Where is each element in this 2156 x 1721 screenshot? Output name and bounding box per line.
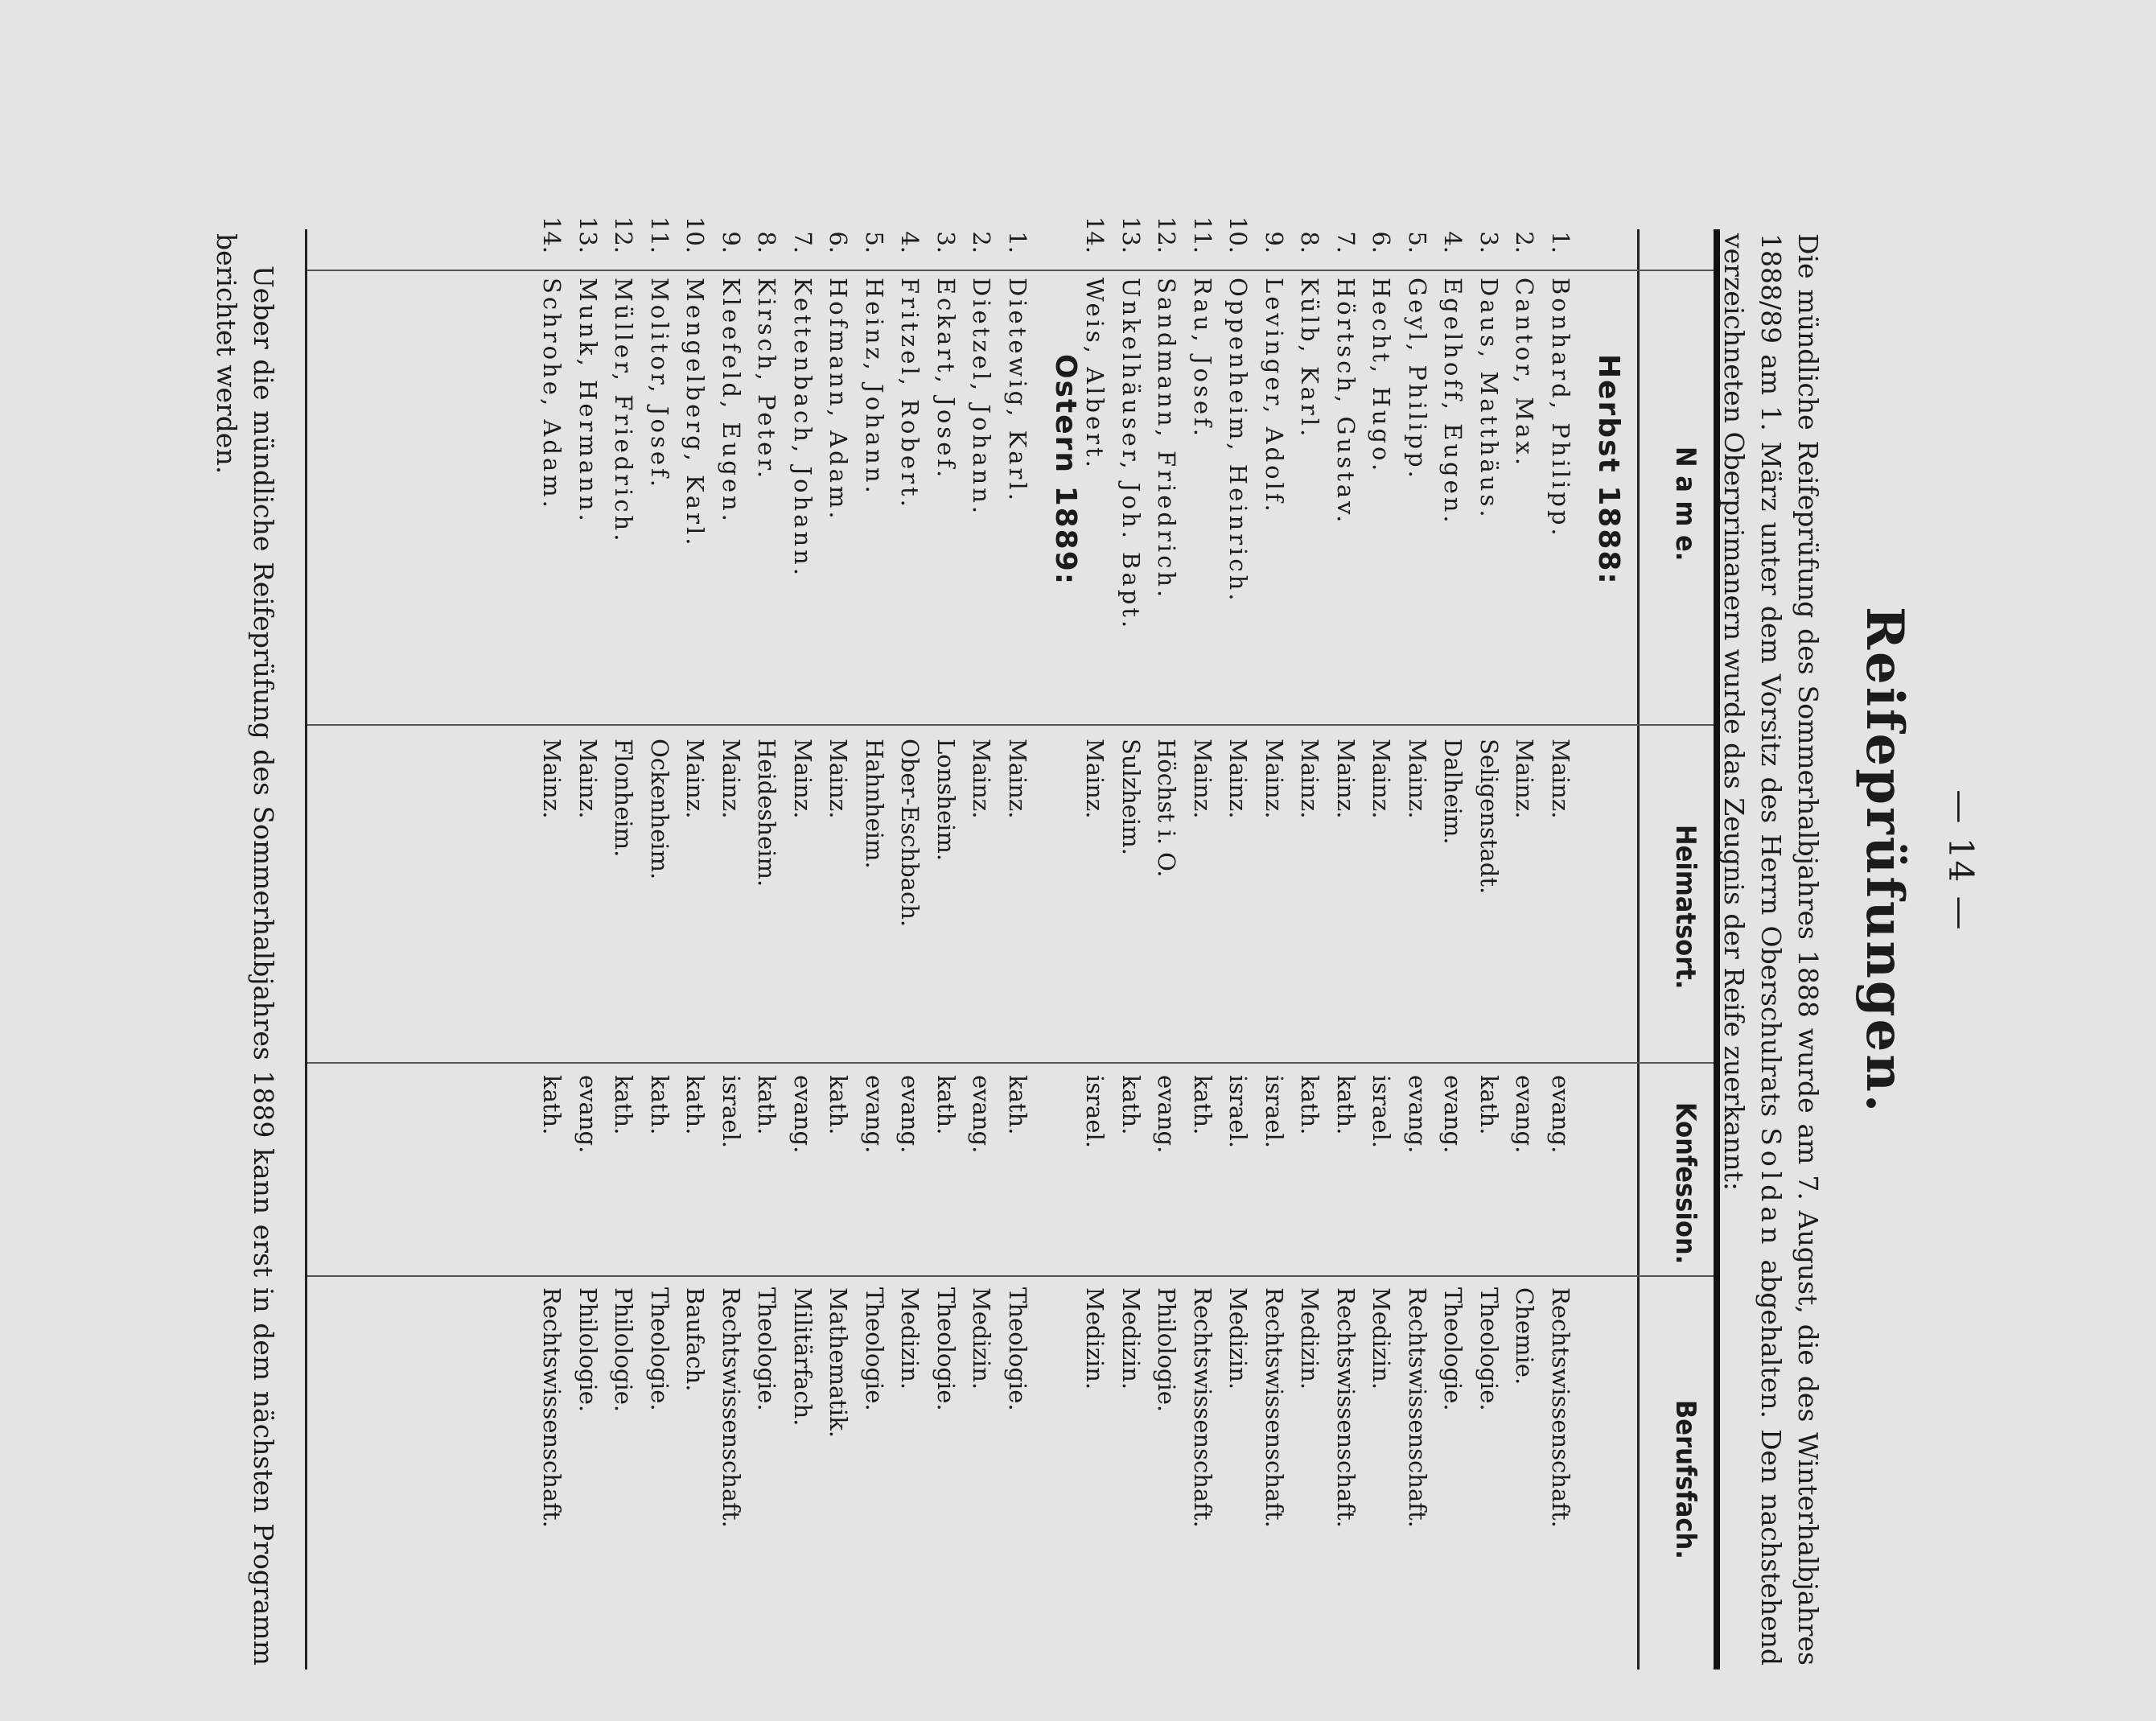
- row-konfession: evang.: [1153, 1075, 1181, 1154]
- row-berufsfach: Rechtswissenschaft.: [1547, 1287, 1574, 1528]
- row-konfession: evang.: [574, 1075, 602, 1154]
- row-berufsfach: Medizin.: [968, 1287, 996, 1390]
- row-berufsfach: Theologie.: [861, 1287, 888, 1411]
- row-number: 13.: [574, 216, 602, 253]
- row-berufsfach: Medizin.: [1368, 1287, 1396, 1390]
- row-number: 3.: [932, 231, 960, 253]
- row-berufsfach: Rechtswissenschaft.: [1332, 1287, 1360, 1528]
- row-berufsfach: Theologie.: [1439, 1287, 1467, 1411]
- row-berufsfach: Rechtswissenschaft.: [1189, 1287, 1216, 1528]
- row-berufsfach: Militärfach.: [789, 1287, 817, 1427]
- row-berufsfach: Medizin.: [1117, 1287, 1145, 1390]
- header-name: N a m e.: [1669, 447, 1701, 562]
- row-number: 5.: [861, 231, 888, 253]
- row-name: Mengelberg, Karl.: [681, 278, 710, 549]
- row-number: 2.: [968, 231, 996, 253]
- table-row: [1257, 0, 1292, 1721]
- row-name: Unkelhäuser, Joh. Bapt.: [1117, 278, 1145, 632]
- row-berufsfach: Philologie.: [610, 1287, 638, 1413]
- row-name: Daus, Matthäus.: [1475, 278, 1503, 521]
- row-konfession: evang.: [1439, 1075, 1467, 1154]
- row-number: 13.: [1117, 216, 1145, 253]
- row-konfession: kath.: [825, 1075, 853, 1135]
- group-heading: Ostern 1889:: [1049, 354, 1082, 587]
- table-row: [1000, 0, 1035, 1721]
- row-heimatsort: Sulzheim.: [1117, 739, 1145, 855]
- row-heimatsort: Mainz.: [1189, 739, 1216, 819]
- table-row: [1328, 0, 1364, 1721]
- row-konfession: kath.: [1332, 1075, 1360, 1135]
- row-name: Sandmann, Friedrich.: [1153, 278, 1181, 601]
- row-konfession: evang.: [968, 1075, 996, 1154]
- row-name: Egelhoff, Eugen.: [1439, 278, 1467, 526]
- table-row: [1221, 0, 1257, 1721]
- row-konfession: kath.: [681, 1075, 710, 1135]
- page-title: Reifeprüfungen.: [1854, 606, 1915, 1115]
- row-heimatsort: Mainz.: [1004, 739, 1031, 819]
- table-row: [1185, 0, 1220, 1721]
- row-konfession: evang.: [1547, 1075, 1574, 1154]
- row-konfession: israel.: [718, 1075, 745, 1148]
- table-row: [1400, 0, 1435, 1721]
- table-row: [607, 0, 642, 1721]
- row-number: 11.: [1189, 216, 1216, 253]
- row-name: Schrohe, Adam.: [538, 278, 566, 511]
- row-berufsfach: Theologie.: [753, 1287, 781, 1411]
- row-konfession: kath.: [1117, 1075, 1145, 1135]
- row-number: 9.: [1261, 231, 1288, 253]
- row-berufsfach: Rechtswissenschaft.: [718, 1287, 745, 1528]
- table-row: [570, 0, 606, 1721]
- row-berufsfach: Theologie.: [646, 1287, 673, 1411]
- row-konfession: israel.: [1081, 1075, 1109, 1148]
- row-name: Hörtsch, Gustav.: [1332, 278, 1360, 526]
- row-number: 1.: [1547, 231, 1574, 253]
- table-header-rule: [1637, 229, 1640, 1670]
- row-name: Rau, Josef.: [1189, 278, 1216, 439]
- row-number: 6.: [825, 231, 853, 253]
- row-berufsfach: Theologie.: [1004, 1287, 1031, 1411]
- table-row: [642, 0, 677, 1721]
- row-name: Dietzel, Johann.: [968, 278, 996, 517]
- row-heimatsort: Seligenstadt.: [1475, 739, 1503, 895]
- row-number: 4.: [1439, 231, 1467, 253]
- row-heimatsort: Mainz.: [1547, 739, 1574, 819]
- table-bottom-rule: [305, 229, 307, 1670]
- row-name: Fritzel, Robert.: [896, 278, 924, 510]
- table-row: [857, 0, 892, 1721]
- row-heimatsort: Mainz.: [1511, 739, 1539, 819]
- page-number: — 14 —: [1941, 789, 1981, 932]
- row-name: Oppenheim, Heinrich.: [1224, 278, 1253, 604]
- row-name: Hecht, Hugo.: [1368, 278, 1396, 475]
- row-name: Cantor, Max.: [1511, 278, 1539, 468]
- table-row: [821, 0, 857, 1721]
- row-number: 11.: [646, 216, 673, 253]
- row-name: Kleefeld, Eugen.: [718, 278, 745, 525]
- row-heimatsort: Mainz.: [1332, 739, 1360, 819]
- row-name: Weis, Albert.: [1081, 278, 1109, 471]
- row-konfession: kath.: [1296, 1075, 1324, 1135]
- row-konfession: evang.: [896, 1075, 924, 1154]
- row-number: 6.: [1368, 231, 1396, 253]
- row-konfession: kath.: [1189, 1075, 1216, 1135]
- row-berufsfach: Rechtswissenschaft.: [538, 1287, 566, 1528]
- row-number: 9.: [718, 231, 745, 253]
- row-heimatsort: Mainz.: [681, 739, 710, 819]
- table-row: [1508, 0, 1543, 1721]
- intro-name: Soldan: [1755, 1127, 1787, 1250]
- row-konfession: kath.: [610, 1075, 638, 1135]
- table-row: [1078, 0, 1113, 1721]
- row-konfession: kath.: [1475, 1075, 1503, 1135]
- row-number: 2.: [1511, 231, 1539, 253]
- intro-text-1: Die mündliche Reifeprüfung des Sommerhalbjahres 1888 wurde am 7. August, die des Winterhalbjahres 1888/89 am 1. März unter dem Vorsitz des Herrn Oberschulrats: [1755, 233, 1824, 1665]
- row-heimatsort: Mainz.: [1404, 739, 1431, 819]
- row-konfession: evang.: [789, 1075, 817, 1154]
- group-heading: Herbst 1888:: [1592, 354, 1625, 586]
- row-berufsfach: Theologie.: [1475, 1287, 1503, 1411]
- row-konfession: kath.: [646, 1075, 673, 1135]
- row-name: Hofmann, Adam.: [825, 278, 853, 522]
- row-number: 14.: [1081, 216, 1109, 253]
- row-name: Geyl, Philipp.: [1404, 278, 1431, 481]
- row-konfession: israel.: [1224, 1075, 1253, 1148]
- row-heimatsort: Mainz.: [1261, 739, 1288, 819]
- row-konfession: evang.: [1404, 1075, 1431, 1154]
- table-row: [785, 0, 821, 1721]
- table-row: [1364, 0, 1400, 1721]
- row-number: 10.: [1224, 216, 1253, 253]
- row-heimatsort: Mainz.: [1296, 739, 1324, 819]
- row-heimatsort: Mainz.: [825, 739, 853, 819]
- table-row: [1293, 0, 1328, 1721]
- row-konfession: kath.: [932, 1075, 960, 1135]
- intro-text-2: abgehalten. Den nachstehend verzeichneten Oberprimanern wurde das Zeugnis der Reife zuerkannt:: [1718, 233, 1787, 1665]
- intro-paragraph: [1715, 233, 1826, 1665]
- row-name: Bonhard, Philipp.: [1547, 278, 1574, 539]
- table-row: [1113, 0, 1149, 1721]
- row-heimatsort: Mainz.: [718, 739, 745, 819]
- row-berufsfach: Chemie.: [1511, 1287, 1539, 1385]
- row-number: 12.: [610, 216, 638, 253]
- table-row: [714, 0, 749, 1721]
- row-heimatsort: Mainz.: [1081, 739, 1109, 819]
- row-heimatsort: Ober-Eschbach.: [896, 739, 924, 928]
- row-name: Müller, Friedrich.: [610, 278, 638, 545]
- row-name: Levinger, Adolf.: [1261, 278, 1288, 515]
- table-row: [678, 0, 714, 1721]
- footer-text: Ueber die mündliche Reifeprüfung des Sommerhalbjahres 1889 kann erst in dem nächsten Programm berichtet werden.: [211, 233, 279, 1665]
- row-number: 5.: [1404, 231, 1431, 253]
- row-heimatsort: Dalheim.: [1439, 739, 1467, 845]
- row-number: 7.: [789, 231, 817, 253]
- table-row: [1543, 0, 1578, 1721]
- row-konfession: evang.: [1511, 1075, 1539, 1154]
- row-number: 12.: [1153, 216, 1181, 253]
- header-ort: Heimatsort.: [1669, 825, 1701, 990]
- row-heimatsort: Lonsheim.: [932, 739, 960, 862]
- row-number: 10.: [681, 216, 710, 253]
- row-heimatsort: Heidesheim.: [753, 739, 781, 887]
- table-row: [750, 0, 785, 1721]
- row-number: 8.: [753, 231, 781, 253]
- row-berufsfach: Baufach.: [681, 1287, 710, 1392]
- row-number: 1.: [1004, 231, 1031, 253]
- row-number: 8.: [1296, 231, 1324, 253]
- row-berufsfach: Mathematik.: [825, 1287, 853, 1438]
- row-berufsfach: Medizin.: [1296, 1287, 1324, 1390]
- row-heimatsort: Mainz.: [789, 739, 817, 819]
- header-berufsfach: Berufsfach.: [1669, 1400, 1701, 1559]
- row-name: Eckart, Josef.: [932, 278, 960, 481]
- row-name: Külb, Karl.: [1296, 278, 1324, 440]
- row-konfession: kath.: [1004, 1075, 1031, 1135]
- table-row: [928, 0, 964, 1721]
- row-heimatsort: Hahnheim.: [861, 739, 888, 869]
- row-name: Kettenbach, Johann.: [789, 278, 817, 579]
- table-row: [1150, 0, 1185, 1721]
- row-heimatsort: Höchst i. O.: [1153, 739, 1181, 878]
- row-heimatsort: Mainz.: [1368, 739, 1396, 819]
- row-heimatsort: Mainz.: [574, 739, 602, 819]
- row-heimatsort: Mainz.: [968, 739, 996, 819]
- row-berufsfach: Theologie.: [932, 1287, 960, 1411]
- row-number: 7.: [1332, 231, 1360, 253]
- row-konfession: evang.: [861, 1075, 888, 1154]
- row-konfession: israel.: [1368, 1075, 1396, 1148]
- row-berufsfach: Rechtswissenschaft.: [1404, 1287, 1431, 1528]
- row-name: Heinz, Johann.: [861, 278, 888, 496]
- row-berufsfach: Medizin.: [1081, 1287, 1109, 1390]
- footer-paragraph: [208, 233, 282, 1665]
- row-heimatsort: Mainz.: [1224, 739, 1253, 819]
- table-row: [965, 0, 1000, 1721]
- row-konfession: kath.: [538, 1075, 566, 1135]
- row-number: 3.: [1475, 231, 1503, 253]
- row-heimatsort: Flonheim.: [610, 739, 638, 858]
- row-heimatsort: Ockenheim.: [646, 739, 673, 880]
- row-berufsfach: Philologie.: [574, 1287, 602, 1413]
- table-row: [893, 0, 928, 1721]
- row-name: Munk, Hermann.: [574, 278, 602, 525]
- table-row: [1436, 0, 1471, 1721]
- row-number: 4.: [896, 231, 924, 253]
- row-konfession: israel.: [1261, 1075, 1288, 1148]
- row-name: Molitor, Josef.: [646, 278, 673, 490]
- row-heimatsort: Mainz.: [538, 739, 566, 819]
- row-number: 14.: [538, 216, 566, 253]
- table-row: [1471, 0, 1507, 1721]
- table-top-rule: [1714, 229, 1720, 1670]
- row-konfession: kath.: [753, 1075, 781, 1135]
- row-berufsfach: Medizin.: [1224, 1287, 1253, 1390]
- header-konfession: Konfession.: [1669, 1102, 1701, 1265]
- row-berufsfach: Rechtswissenschaft.: [1261, 1287, 1288, 1528]
- table-row: [535, 0, 570, 1721]
- row-name: Kirsch, Peter.: [753, 278, 781, 482]
- row-berufsfach: Philologie.: [1153, 1287, 1181, 1413]
- row-berufsfach: Medizin.: [896, 1287, 924, 1390]
- row-name: Dietewig, Karl.: [1004, 278, 1031, 504]
